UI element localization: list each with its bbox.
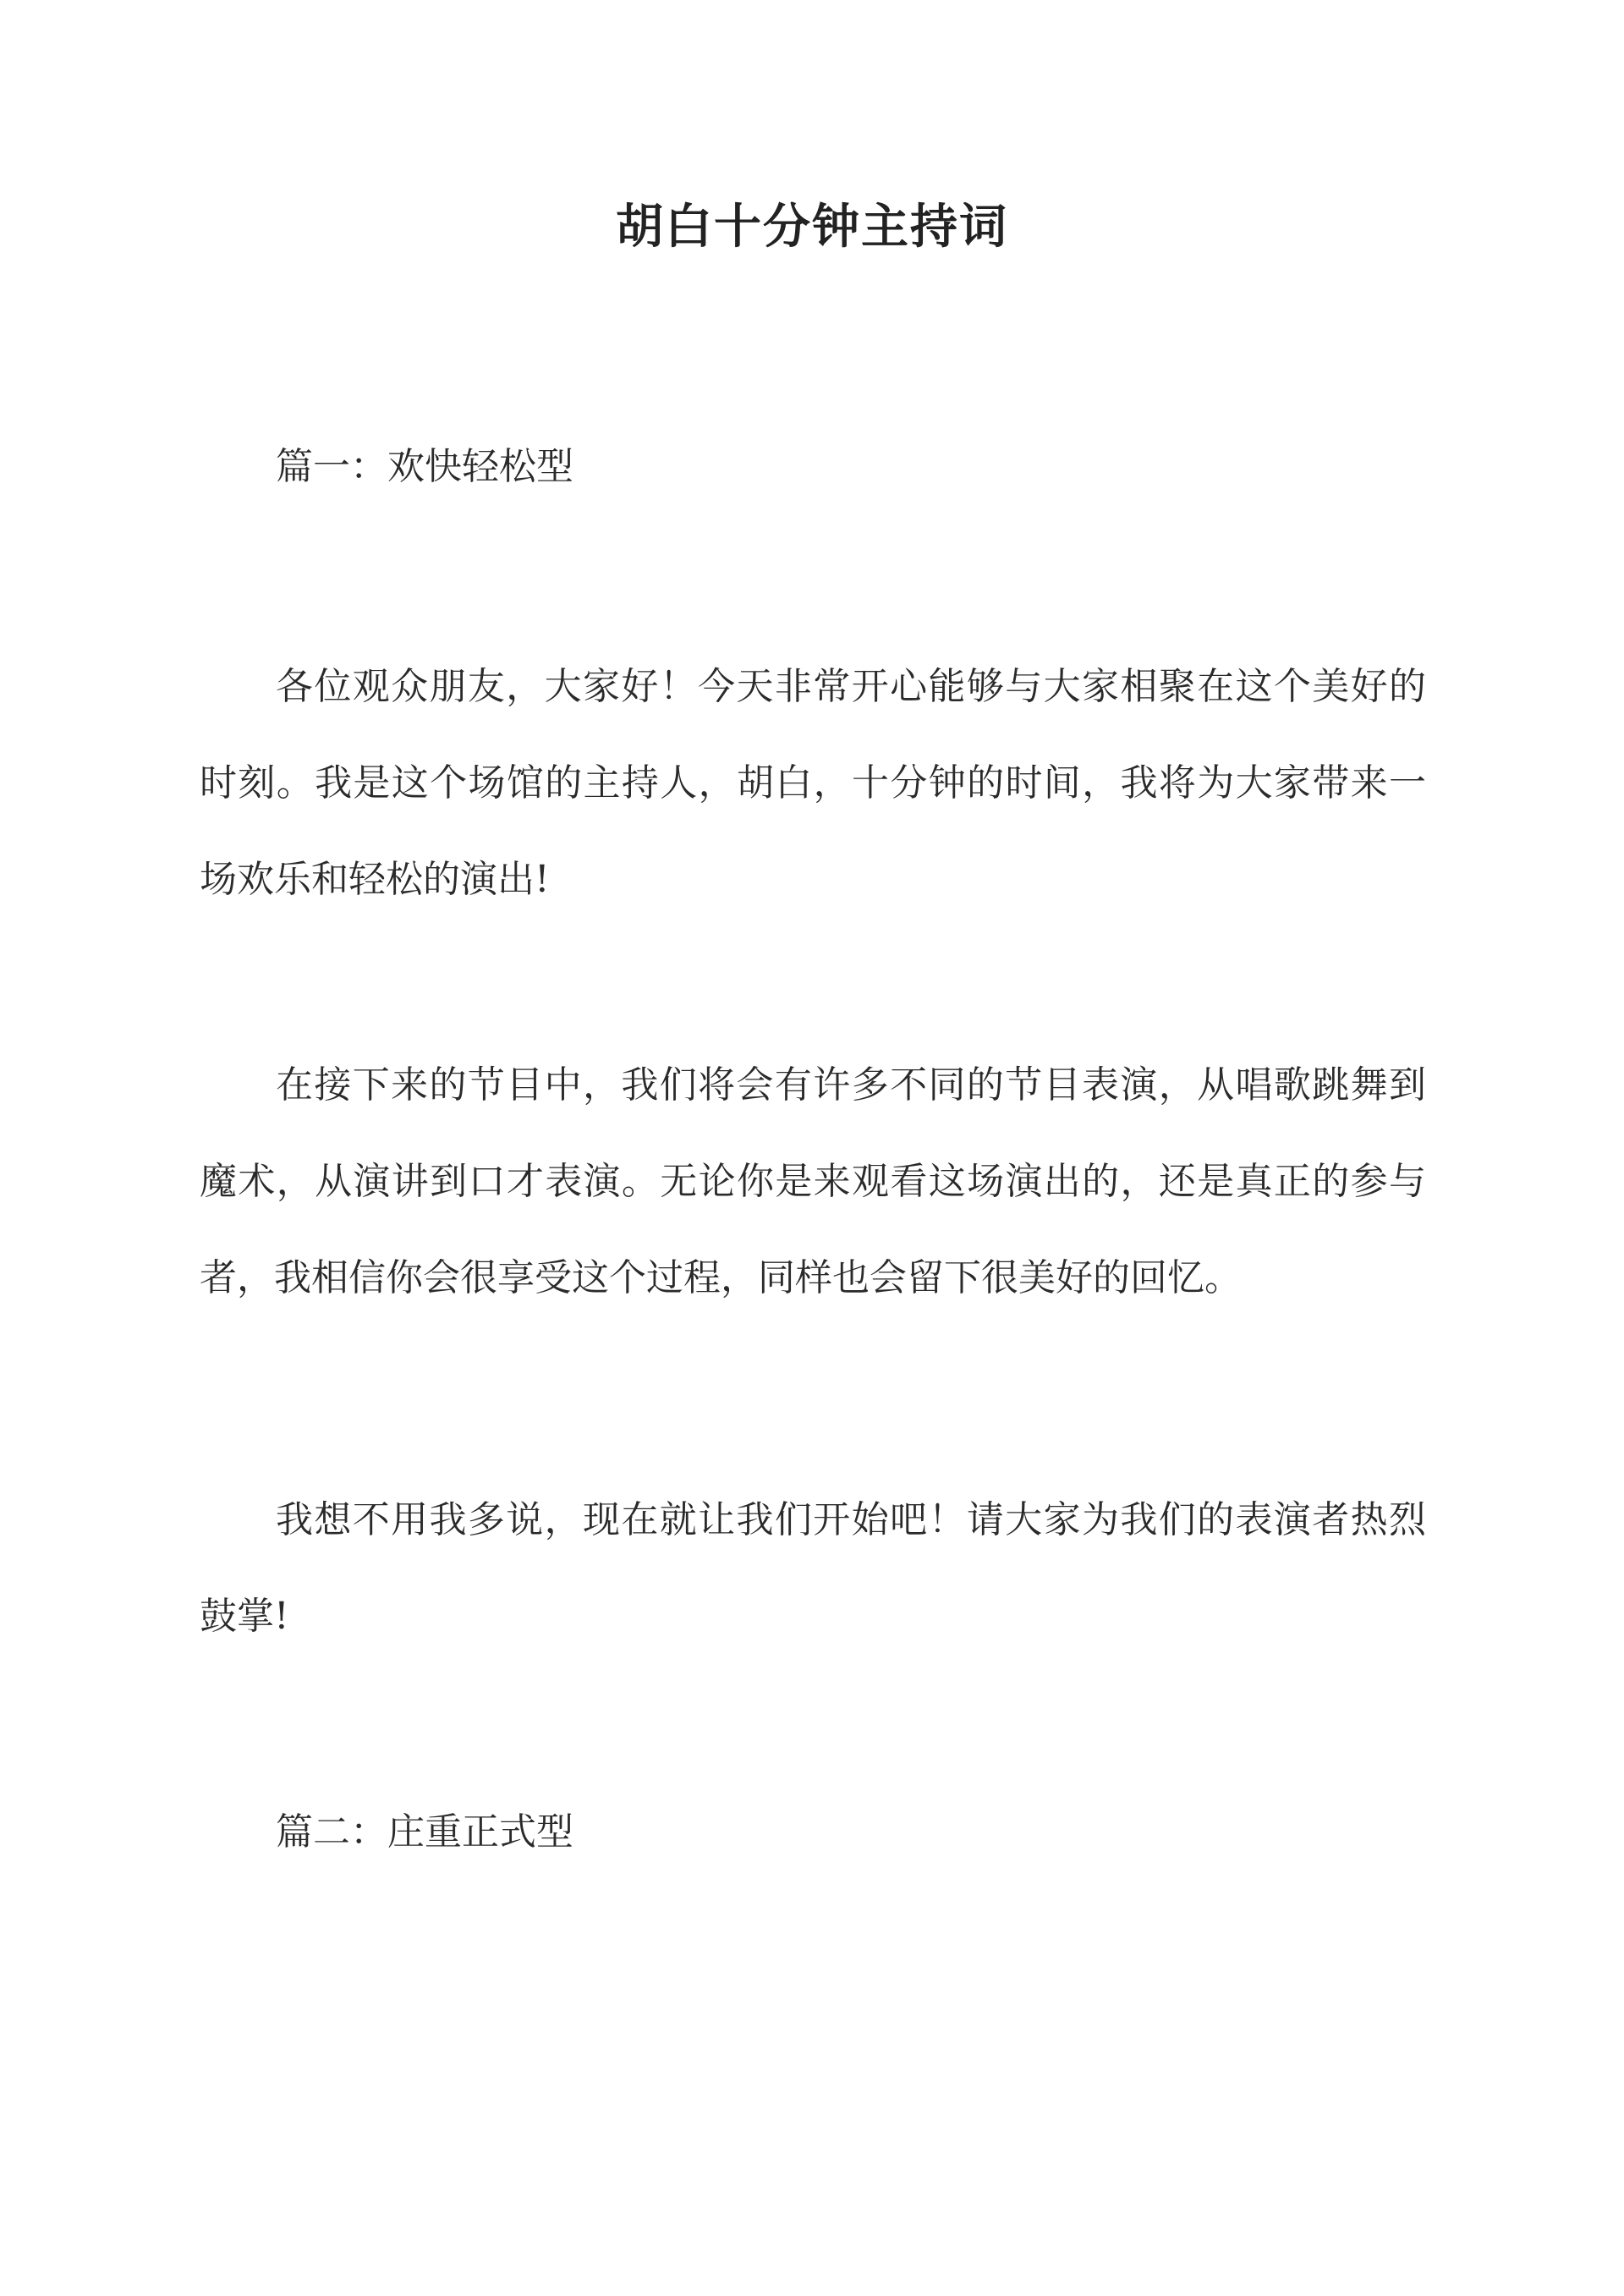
paragraph-2: 在接下来的节目中，我们将会有许多不同的节目表演，从唱歌跳舞到魔术，从演讲到口才表演。无论你是来观看这场演出的，还是真正的参与者，我相信你会很享受这个过程，同样也会留下很美好的回忆。 [200,1063,1426,1299]
section-heading-2: 篇二：庄重正式型 [276,1810,573,1854]
paragraph-3: 我想不用我多说，现在就让我们开始吧！请大家为我们的表演者热烈鼓掌! [200,1498,1426,1638]
paragraph-1: 各位观众朋友，大家好！今天非常开心能够与大家相聚在这个美好的时刻。我是这个场馆的主持人，胡白，十分钟的时间，我将为大家带来一场欢乐和轻松的演出! [200,665,1426,901]
document-title: 胡白十分钟主持词 [616,199,1008,255]
section-heading-1: 篇一：欢快轻松型 [276,445,573,488]
